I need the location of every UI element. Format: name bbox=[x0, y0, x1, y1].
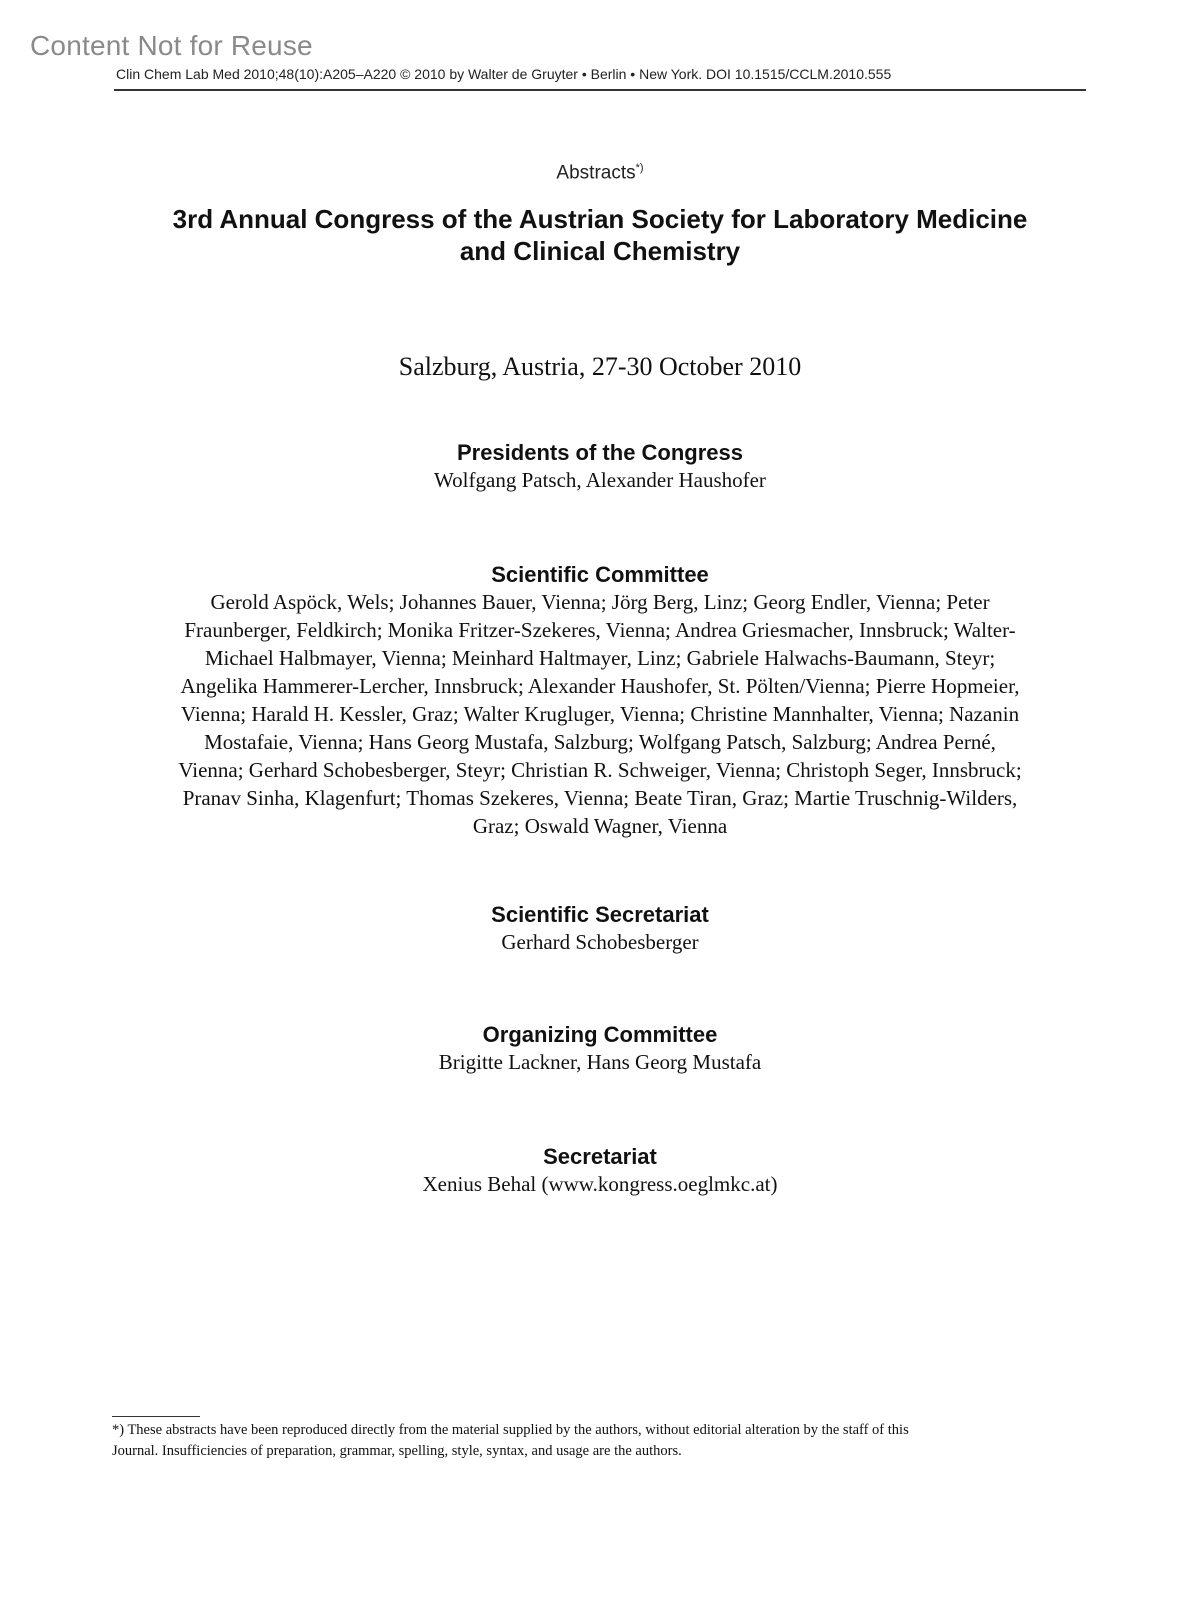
committee-line: Fraunberger, Feldkirch; Monika Fritzer-Szekeres, Vienna; Andrea Griesmacher, Innsbruck; Walter- bbox=[184, 618, 1016, 642]
committee-line: Angelika Hammerer-Lercher, Innsbruck; Alexander Haushofer, St. Pölten/Vienna; Pierre Hopmeier, bbox=[180, 674, 1020, 698]
scientific-secretariat-heading: Scientific Secretariat bbox=[491, 902, 709, 927]
congress-title-line-1: 3rd Annual Congress of the Austrian Society for Laboratory Medicine bbox=[172, 204, 1028, 234]
secretariat-heading: Secretariat bbox=[543, 1144, 657, 1169]
footnote bbox=[112, 1420, 1052, 1462]
organizing-committee-names: Brigitte Lackner, Hans Georg Mustafa bbox=[438, 1050, 762, 1074]
scientific-committee-section bbox=[110, 562, 1090, 840]
watermark: Content Not for Reuse bbox=[30, 30, 313, 61]
header-rule bbox=[114, 89, 1086, 91]
congress-title-line-2: and Clinical Chemistry bbox=[459, 236, 741, 266]
committee-line: Pranav Sinha, Klagenfurt; Thomas Szekeres, Vienna; Beate Tiran, Graz; Martie Truschnig-Wilders, bbox=[182, 786, 1018, 810]
footnote-marker: *) bbox=[635, 162, 644, 174]
footnote-line-2: Journal. Insufficiencies of preparation, grammar, spelling, style, syntax, and usage are the authors. bbox=[112, 1443, 682, 1459]
presidents-heading: Presidents of the Congress bbox=[456, 440, 744, 465]
presidents-names: Wolfgang Patsch, Alexander Haushofer bbox=[434, 468, 766, 492]
presidents-section bbox=[110, 440, 1090, 494]
secretariat-section bbox=[110, 1144, 1090, 1198]
committee-line: Graz; Oswald Wagner, Vienna bbox=[472, 814, 728, 838]
venue-date: Salzburg, Austria, 27-30 October 2010 bbox=[398, 352, 802, 381]
committee-line: Mostafaie, Vienna; Hans Georg Mustafa, Salzburg; Wolfgang Patsch, Salzburg; Andrea Perné, bbox=[204, 730, 996, 754]
scientific-secretariat-section bbox=[110, 902, 1090, 956]
abstracts-label bbox=[110, 162, 1090, 184]
committee-line: Gerold Aspöck, Wels; Johannes Bauer, Vienna; Jörg Berg, Linz; Georg Endler, Vienna; Peter bbox=[210, 590, 990, 614]
committee-line: Vienna; Gerhard Schobesberger, Steyr; Christian R. Schweiger, Vienna; Christoph Seger, Innsbruck; bbox=[178, 758, 1022, 782]
congress-title bbox=[110, 203, 1090, 267]
footnote-rule bbox=[112, 1416, 200, 1417]
scientific-committee-heading: Scientific Committee bbox=[491, 562, 709, 587]
footnote-line-1: *) These abstracts have been reproduced directly from the material supplied by the authors, without editorial alteration by the staff of this bbox=[112, 1422, 909, 1438]
organizing-committee-section bbox=[110, 1022, 1090, 1076]
committee-line: Michael Halbmayer, Vienna; Meinhard Haltmayer, Linz; Gabriele Halwachs-Baumann, Steyr; bbox=[204, 646, 996, 670]
committee-line: Vienna; Harald H. Kessler, Graz; Walter Krugluger, Vienna; Christine Mannhalter, Vienna; Nazanin bbox=[180, 702, 1020, 726]
secretariat-contact: Xenius Behal (www.kongress.oeglmkc.at) bbox=[422, 1172, 778, 1196]
running-head: Clin Chem Lab Med 2010;48(10):A205–A220 © 2010 by Walter de Gruyter • Berlin • New York. DOI 10.1515/CCLM.2010.555 bbox=[116, 66, 892, 82]
scientific-secretariat-name: Gerhard Schobesberger bbox=[501, 930, 699, 954]
abstracts-label-text: Abstracts bbox=[556, 162, 636, 184]
organizing-committee-heading: Organizing Committee bbox=[482, 1022, 718, 1047]
scientific-committee-names bbox=[110, 588, 1090, 840]
